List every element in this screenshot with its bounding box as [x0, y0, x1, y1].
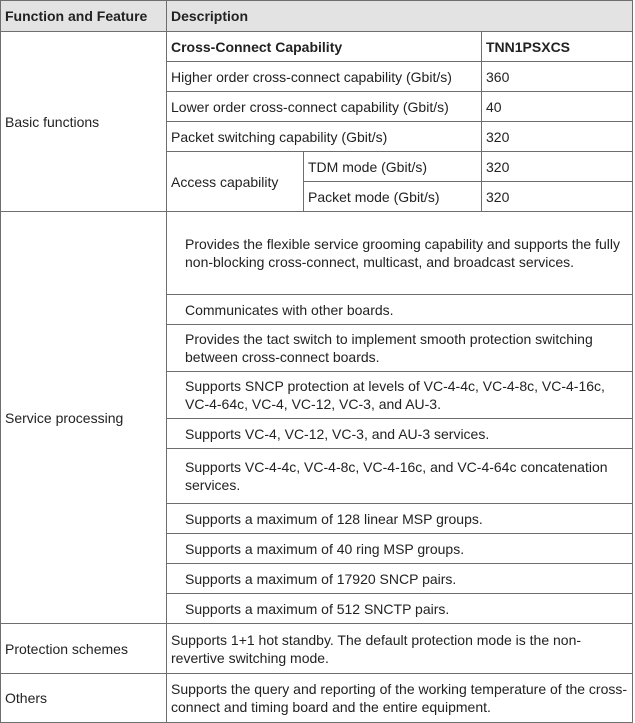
service-item: Supports a maximum of 512 SNCTP pairs. [167, 594, 633, 624]
service-row [1, 212, 633, 295]
capability-name: Higher order cross-connect capability (Gbit/s) [167, 62, 482, 92]
service-item: Supports a maximum of 17920 SNCP pairs. [167, 564, 633, 594]
protection-row [1, 624, 633, 674]
access-mode-value: 320 [482, 152, 633, 182]
header-description: Description [167, 1, 633, 32]
capability-value: 320 [482, 122, 633, 152]
access-mode-value: 320 [482, 182, 633, 212]
basic-cc-header-row [1, 32, 633, 62]
service-item: Supports VC-4-4c, VC-4-8c, VC-4-16c, and VC-4-64c concatenation services. [167, 449, 633, 504]
basic-functions-label: Basic functions [1, 32, 167, 212]
capability-value: 360 [482, 62, 633, 92]
others-label: Others [1, 674, 167, 723]
header-function-feature: Function and Feature [1, 1, 167, 32]
header-row [1, 1, 633, 32]
service-item: Provides the tact switch to implement smooth protection switching between cross-connect boards. [167, 325, 633, 372]
access-mode-name: Packet mode (Gbit/s) [304, 182, 482, 212]
service-item: Supports a maximum of 128 linear MSP groups. [167, 504, 633, 534]
access-mode-name: TDM mode (Gbit/s) [304, 152, 482, 182]
capability-value: 40 [482, 92, 633, 122]
service-item: Supports VC-4, VC-12, VC-3, and AU-3 services. [167, 419, 633, 449]
protection-text: Supports 1+1 hot standby. The default protection mode is the non-revertive switching mode. [167, 624, 633, 674]
capability-name: Packet switching capability (Gbit/s) [167, 122, 482, 152]
protection-schemes-label: Protection schemes [1, 624, 167, 674]
others-text: Supports the query and reporting of the working temperature of the cross-connect and timing board and the entire equipment. [167, 674, 633, 723]
access-capability-label: Access capability [167, 152, 304, 212]
others-row [1, 674, 633, 723]
service-item: Supports SNCP protection at levels of VC-4-4c, VC-4-8c, VC-4-16c, VC-4-64c, VC-4, VC-12, VC-3, and AU-3. [167, 372, 633, 419]
service-item: Supports a maximum of 40 ring MSP groups. [167, 534, 633, 564]
service-item: Provides the flexible service grooming capability and supports the fully non-blocking cross-connect, multicast, and broadcast services. [167, 212, 633, 295]
capability-name: Lower order cross-connect capability (Gbit/s) [167, 92, 482, 122]
service-item: Communicates with other boards. [167, 295, 633, 325]
board-name: TNN1PSXCS [482, 32, 633, 62]
service-processing-label: Service processing [1, 212, 167, 624]
cc-capability-header: Cross-Connect Capability [167, 32, 482, 62]
